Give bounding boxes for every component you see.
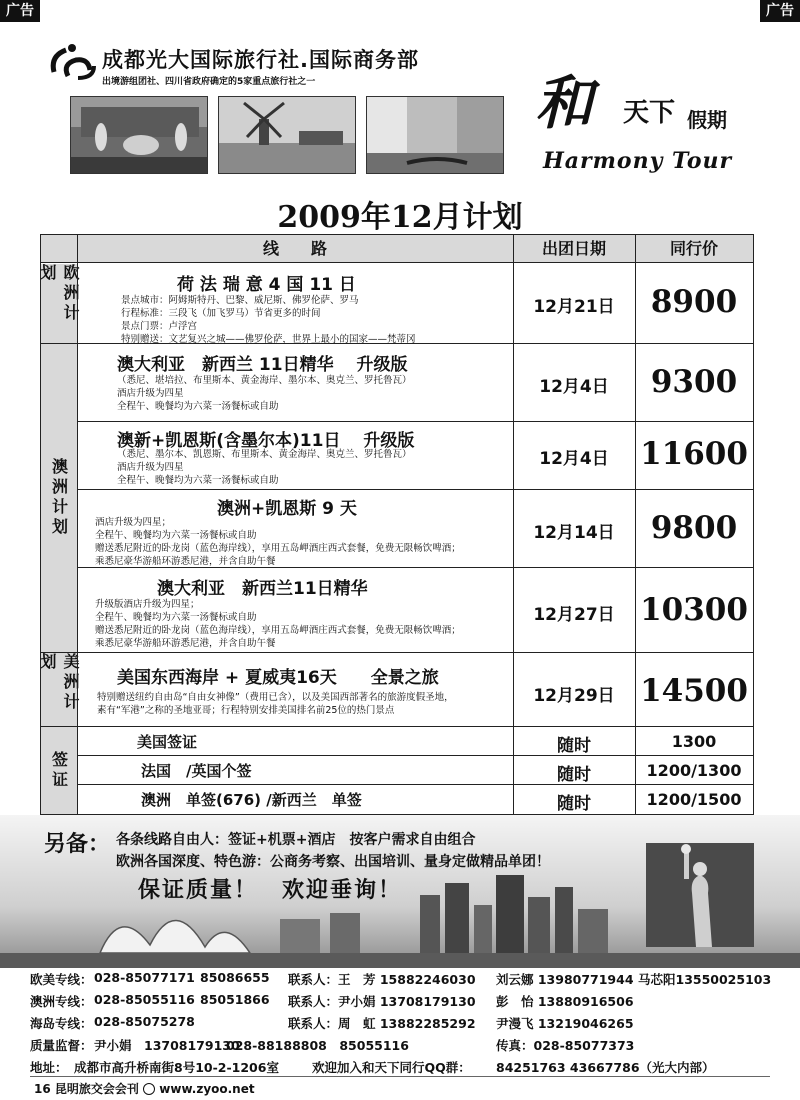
photo-fountain <box>70 96 208 174</box>
bottom-banner <box>0 815 800 968</box>
route-line: 特别赠送：文艺复兴之城——佛罗伦萨，世界上最小的国家——梵蒂冈 <box>121 334 416 345</box>
route-line: 全程午、晚餐均为六菜一汤餐标或自助 <box>95 530 257 541</box>
extra-line-1: 各条线路自由人：签证+机票+酒店 按客户需求自由组合 <box>116 832 476 848</box>
region-australia: 澳洲计划 <box>41 344 77 653</box>
column-divider <box>635 235 636 814</box>
route-title: 澳大利亚 新西兰11日精华 <box>157 579 368 599</box>
brand-big-char: 和 <box>535 69 594 137</box>
visa-price: 1200/1300 <box>646 761 742 780</box>
route-line: 酒店升级为四星 <box>117 388 184 399</box>
route-line: 全程午、晚餐均为六菜一汤餐标或自助 <box>117 475 279 486</box>
region-visa: 签证 <box>41 727 77 814</box>
visa-date: 随时 <box>557 736 591 756</box>
visa-date: 随时 <box>557 794 591 814</box>
price: 11600 <box>640 436 748 472</box>
route-line: 赠送悉尼附近的卧龙岗（蓝色海岸线），享用五岛岬酒庄西式套餐，免费无限畅饮啤酒； <box>95 625 461 636</box>
visa-price: 1200/1500 <box>646 790 742 809</box>
visa-price: 1300 <box>671 732 717 751</box>
route-details <box>95 516 461 568</box>
route-line: 景点城市：阿姆斯特丹、巴黎、威尼斯、佛罗伦萨、罗马 <box>121 295 359 306</box>
plan-title: 2009年12月计划 <box>277 200 523 235</box>
route-details <box>95 598 461 650</box>
route-line: 全程午、晚餐均为六菜一汤餐标或自助 <box>117 401 279 412</box>
departure-date: 12月14日 <box>533 523 615 543</box>
route-details <box>117 448 412 487</box>
route-line: 赠送悉尼附近的卧龙岗（蓝色海岸线），享用五岛岬酒庄西式套餐，免费无限畅饮啤酒； <box>95 543 461 554</box>
table-row <box>77 344 753 422</box>
header-route: 线 路 <box>77 235 513 263</box>
price: 14500 <box>640 673 748 709</box>
header-price: 同行价 <box>635 235 753 263</box>
footer-divider <box>30 1076 770 1077</box>
publication-logo-icon <box>143 1083 155 1095</box>
region-europe: 欧洲计划 <box>41 264 77 344</box>
route-title: 澳洲+凯恩斯 9 天 <box>217 499 357 519</box>
region-america: 美洲计划 <box>41 653 77 727</box>
photo-venice <box>366 96 504 174</box>
route-line: 乘悉尼豪华游船环游悉尼港，并含自助午餐 <box>95 638 276 649</box>
tour-table <box>40 234 754 815</box>
departure-date: 12月29日 <box>533 686 615 706</box>
company-subtitle: 出境游组团社、四川省政府确定的5家重点旅行社之一 <box>102 77 316 87</box>
route-line: 升级版酒店升级为四星； <box>95 599 200 610</box>
table-row <box>77 568 753 653</box>
price: 9300 <box>650 364 738 400</box>
footer <box>34 1080 255 1097</box>
visa-name: 澳洲 单签(676) /新西兰 单签 <box>141 791 362 809</box>
company-name: 成都光大国际旅行社.国际商务部 <box>102 48 419 72</box>
route-details <box>121 294 416 346</box>
route-title: 荷 法 瑞 意 4 国 11 日 <box>177 275 356 295</box>
route-line: 乘悉尼豪华游船环游悉尼港，并含自助午餐 <box>95 556 276 567</box>
departure-date: 12月4日 <box>539 449 609 469</box>
table-row <box>77 264 753 344</box>
brand-holiday: 假期 <box>687 108 727 132</box>
publication-name: 昆明旅交会会刊 <box>54 1082 139 1096</box>
visa-row <box>77 756 753 785</box>
table-row <box>77 422 753 490</box>
route-line: 全程午、晚餐均为六菜一汤餐标或自助 <box>95 612 257 623</box>
route-line: （悉尼、墨尔本、凯恩斯、布里斯本、黄金海岸、奥克兰、罗托鲁瓦） <box>117 449 412 460</box>
brand-english: Harmony Tour <box>543 148 733 174</box>
extra-label: 另备： <box>44 832 111 857</box>
route-line: 特别赠送纽约自由岛“自由女神像”（费用已含），以及美国西部著名的旅游度假圣地， <box>97 692 454 703</box>
header <box>40 36 780 186</box>
departure-date: 12月21日 <box>533 297 615 317</box>
slogan: 保证质量！ 欢迎垂询！ <box>138 877 403 903</box>
visa-row <box>77 785 753 814</box>
header-date: 出团日期 <box>513 235 635 263</box>
photo-windmill <box>218 96 356 174</box>
route-line: 素有“军港”之称的圣地亚哥；行程特别安排美国排名前25位的热门景点 <box>97 705 395 716</box>
ad-tag-left: 广告 <box>0 0 40 22</box>
route-title: 澳大利亚 新西兰 11日精华 升级版 <box>117 355 408 375</box>
route-details <box>97 691 454 717</box>
route-line: 酒店升级为四星； <box>95 517 172 528</box>
extra-line-2: 欧洲各国深度、特色游：公商务考察、出国培训、量身定做精品单团！ <box>116 854 550 870</box>
route-line: 酒店升级为四星 <box>117 462 184 473</box>
publication-url: www.zyoo.net <box>159 1082 255 1096</box>
company-logo-icon <box>48 42 96 82</box>
brand-small-chars: 天下 <box>623 98 676 128</box>
header-blank-cell <box>41 235 77 263</box>
table-row <box>77 490 753 568</box>
brand-logo <box>535 56 775 186</box>
column-divider <box>77 235 78 814</box>
visa-name: 法国 /英国个签 <box>141 762 252 780</box>
table-row <box>77 653 753 727</box>
route-title: 澳新+凯恩斯(含墨尔本)11日 升级版 <box>117 431 415 451</box>
price: 9800 <box>650 510 738 546</box>
departure-date: 12月4日 <box>539 377 609 397</box>
route-details <box>117 374 412 413</box>
departure-date: 12月27日 <box>533 605 615 625</box>
statue-of-liberty-photo <box>646 843 754 947</box>
page-number: 16 <box>34 1082 51 1096</box>
column-divider <box>513 235 514 814</box>
visa-row <box>77 727 753 756</box>
visa-name: 美国签证 <box>137 733 198 751</box>
route-line: 景点门票：卢浮宫 <box>121 321 198 332</box>
route-title: 美国东西海岸 + 夏威夷16天 全景之旅 <box>117 668 439 688</box>
ad-tag-right: 广告 <box>760 0 800 22</box>
visa-date: 随时 <box>557 765 591 785</box>
price: 10300 <box>640 592 748 628</box>
price: 8900 <box>650 284 738 320</box>
route-line: （悉尼、堪培拉、布里斯本、黄金海岸、墨尔本、奥克兰、罗托鲁瓦） <box>117 375 412 386</box>
route-line: 行程标准：三段飞（加飞罗马）节省更多的时间 <box>121 308 321 319</box>
